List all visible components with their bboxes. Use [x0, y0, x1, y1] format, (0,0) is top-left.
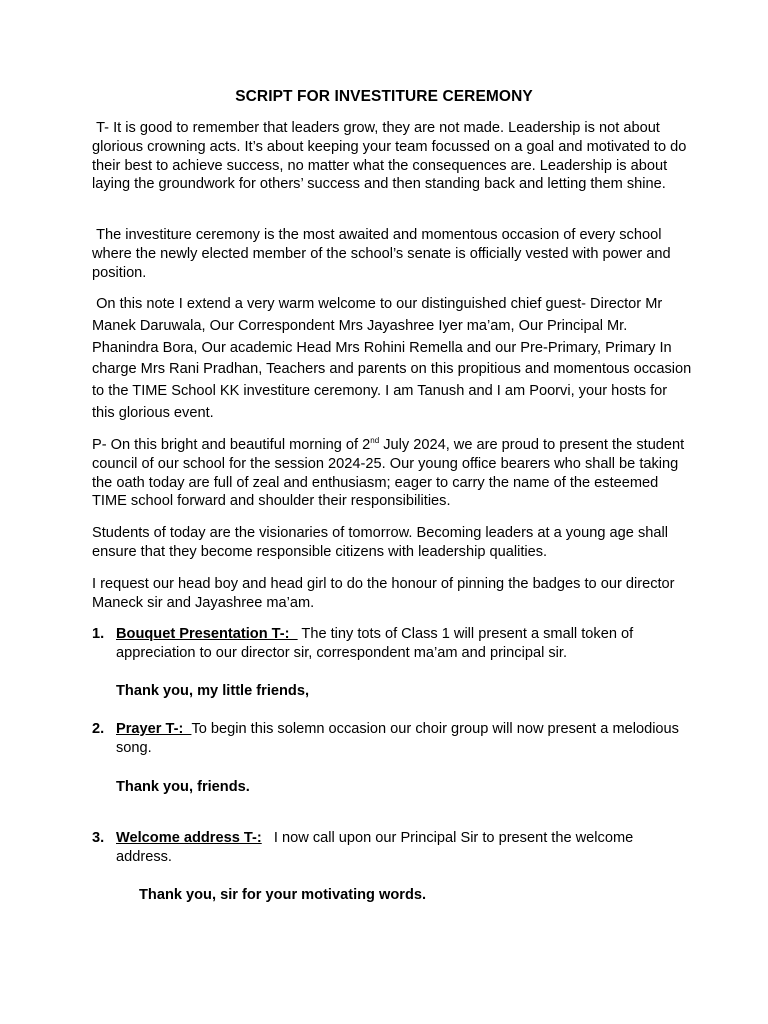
- list-body: [116, 720, 686, 758]
- list-number: 1.: [92, 626, 105, 642]
- list-number: 2.: [92, 721, 105, 737]
- document-title: SCRIPT FOR INVESTITURE CEREMONY: [235, 88, 533, 105]
- list-number: 3.: [92, 830, 105, 846]
- council-paragraph: [92, 436, 692, 511]
- list-body: [116, 625, 686, 663]
- list-text: I now call upon our Principal Sir to present the welcome address.: [116, 830, 638, 865]
- list-body: [116, 829, 686, 867]
- ordinal-suffix: nd: [370, 436, 380, 446]
- badges-paragraph: I request our head boy and head girl to do the honour of pinning the badges to our director Maneck sir and Jayashree ma’am.: [92, 576, 675, 611]
- thanks-line-welcome-address: Thank you, sir for your motivating words.: [139, 887, 427, 903]
- list-heading: Bouquet Presentation T-:: [116, 626, 298, 642]
- investiture-paragraph: The investiture ceremony is the most awaited and momentous occasion of every school where the newly elected member of the school’s senate is officially vested with power and position.: [92, 227, 675, 281]
- council-text-before: P- On this bright and beautiful morning of 2: [92, 437, 371, 453]
- thanks-line-prayer: Thank you, friends.: [116, 779, 250, 795]
- welcome-paragraph: On this note I extend a very warm welcome to our distinguished chief guest- Director Mr Manek Daruwala, Our Correspondent Mrs Jayashree Iyer ma’am, Our Principal Mr. Phanindra Bora, Our academic Head Mrs Rohini Remella and our Pre-Primary, Primary In charge Mrs Rani Pradhan, Teachers and parents on this propitious and momentous occasion to the TIME School KK investiture ceremony. I am Tanush and I am Poorvi, your hosts for this glorious event.: [92, 296, 696, 421]
- list-text: To begin this solemn occasion our choir group will now present a melodious song.: [116, 721, 684, 756]
- list-heading: Prayer T-:: [116, 721, 192, 737]
- list-heading: Welcome address T-:: [116, 830, 262, 846]
- intro-paragraph: T- It is good to remember that leaders grow, they are not made. Leadership is not about glorious crowning acts. It’s about keeping your team focussed on a goal and motivated to do their best to achieve success, no matter what the consequences are. Leadership is about laying the groundwork for others’ success and then standing back and letting them shine.: [92, 120, 691, 193]
- visionaries-paragraph: Students of today are the visionaries of tomorrow. Becoming leaders at a young age shall ensure that they become responsible citizens with leadership qualities.: [92, 525, 668, 560]
- thanks-line-bouquet: Thank you, my little friends,: [116, 683, 309, 699]
- council-text-after: July 2024, we are proud to present the student council of our school for the session 2024-25. Our young office bearers who shall be taking the oath today are full of zeal and enthusiasm; eager to carry the name of the esteemed TIME school forward and shoulder their responsibilities.: [92, 437, 685, 510]
- list-text: The tiny tots of Class 1 will present a small token of appreciation to our director sir, correspondent ma’am and principal sir.: [116, 626, 638, 661]
